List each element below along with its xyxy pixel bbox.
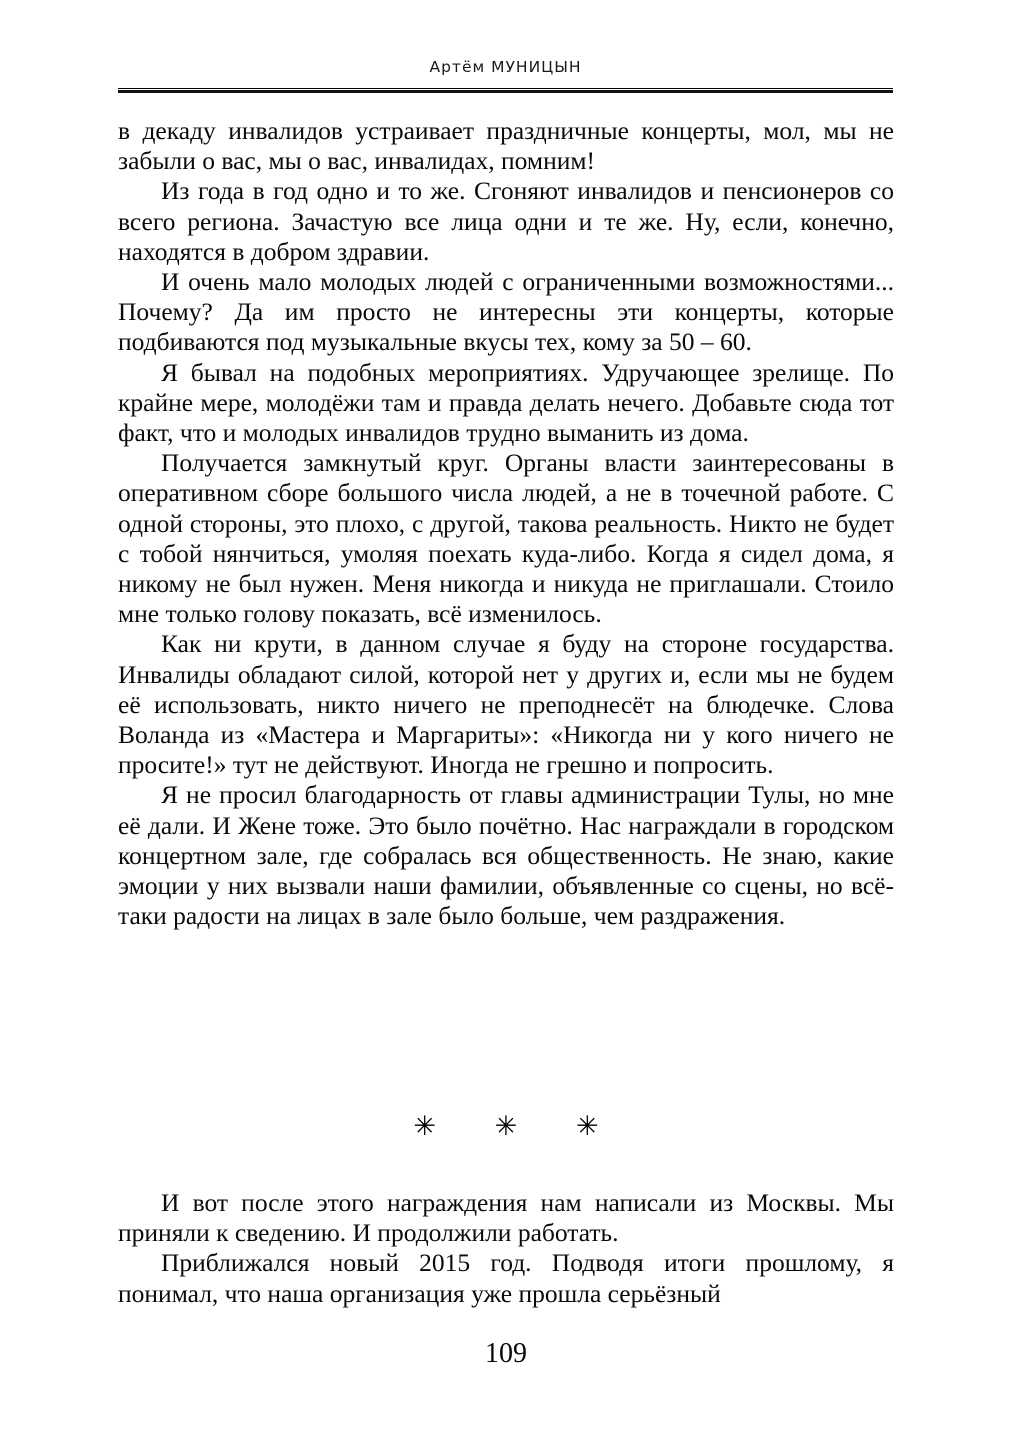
paragraph: И вот после этого награждения нам написали из Москвы. Мы приняли к сведению. И продолжили работать. xyxy=(118,1188,894,1248)
running-head: Артём МУНИЦЫН xyxy=(429,58,582,76)
header-rule-thin-line xyxy=(118,88,893,89)
body-text-column xyxy=(118,116,894,931)
paragraph: в декаду инвалидов устраивает праздничные концерты, мол, мы не забыли о вас, мы о вас, инвалидах, помним! xyxy=(118,116,894,176)
header-rule-thick-line xyxy=(118,90,893,93)
section-separator-asterism: ✳ ✳ ✳ xyxy=(413,1111,625,1141)
paragraph: Я бывал на подобных мероприятиях. Удручающее зрелище. По крайне мере, молодёжи там и правда делать нечего. Добавьте сюда тот факт, что и молодых инвалидов трудно выманить из дома. xyxy=(118,357,894,448)
paragraph: Я не просил благодарность от главы администрации Тулы, но мне её дали. И Жене тоже. Это было почётно. Нас награждали в городском концертном зале, где собралась вся общественность. Не знаю, какие эмоции у них вызвали наши фамилии, объявленные со сцены, но всё-таки радости на лицах в зале было больше, чем раздражения. xyxy=(118,780,894,931)
paragraph: Получается замкнутый круг. Органы власти заинтересованы в оперативном сборе большого числа людей, а не в точечной работе. С одной стороны, это плохо, с другой, такова реальность. Никто не будет с тобой нянчиться, умоляя поехать куда-либо. Когда я сидел дома, я никому не был нужен. Меня никогда и никуда не приглашали. Стоило мне только голову показать, всё изменилось. xyxy=(118,448,894,629)
header-rule xyxy=(118,88,893,93)
paragraph: Как ни крути, в данном случае я буду на стороне государства. Инвалиды обладают силой, которой нет у других и, если мы не будем её использовать, никто ничего не преподнесёт на блюдечке. Слова Воланда из «Мастера и Маргариты»: «Никогда ни у кого ничего не просите!» тут не действуют. Иногда не грешно и попросить. xyxy=(118,629,894,780)
paragraph: И очень мало молодых людей с ограниченными возможностями... Почему? Да им просто не интересны эти концерты, которые подбиваются под музыкальные вкусы тех, кому за 50 – 60. xyxy=(118,267,894,357)
paragraph: Из года в год одно и то же. Сгоняют инвалидов и пенсионеров со всего региона. Зачастую все лица одни и те же. Ну, если, конечно, находятся в добром здравии. xyxy=(118,176,894,266)
page-number: 109 xyxy=(485,1338,527,1369)
paragraph: Приближался новый 2015 год. Подводя итоги прошлому, я понимал, что наша организация уже прошла серьёзный xyxy=(118,1248,894,1308)
body-text-column-continued xyxy=(118,1188,894,1309)
